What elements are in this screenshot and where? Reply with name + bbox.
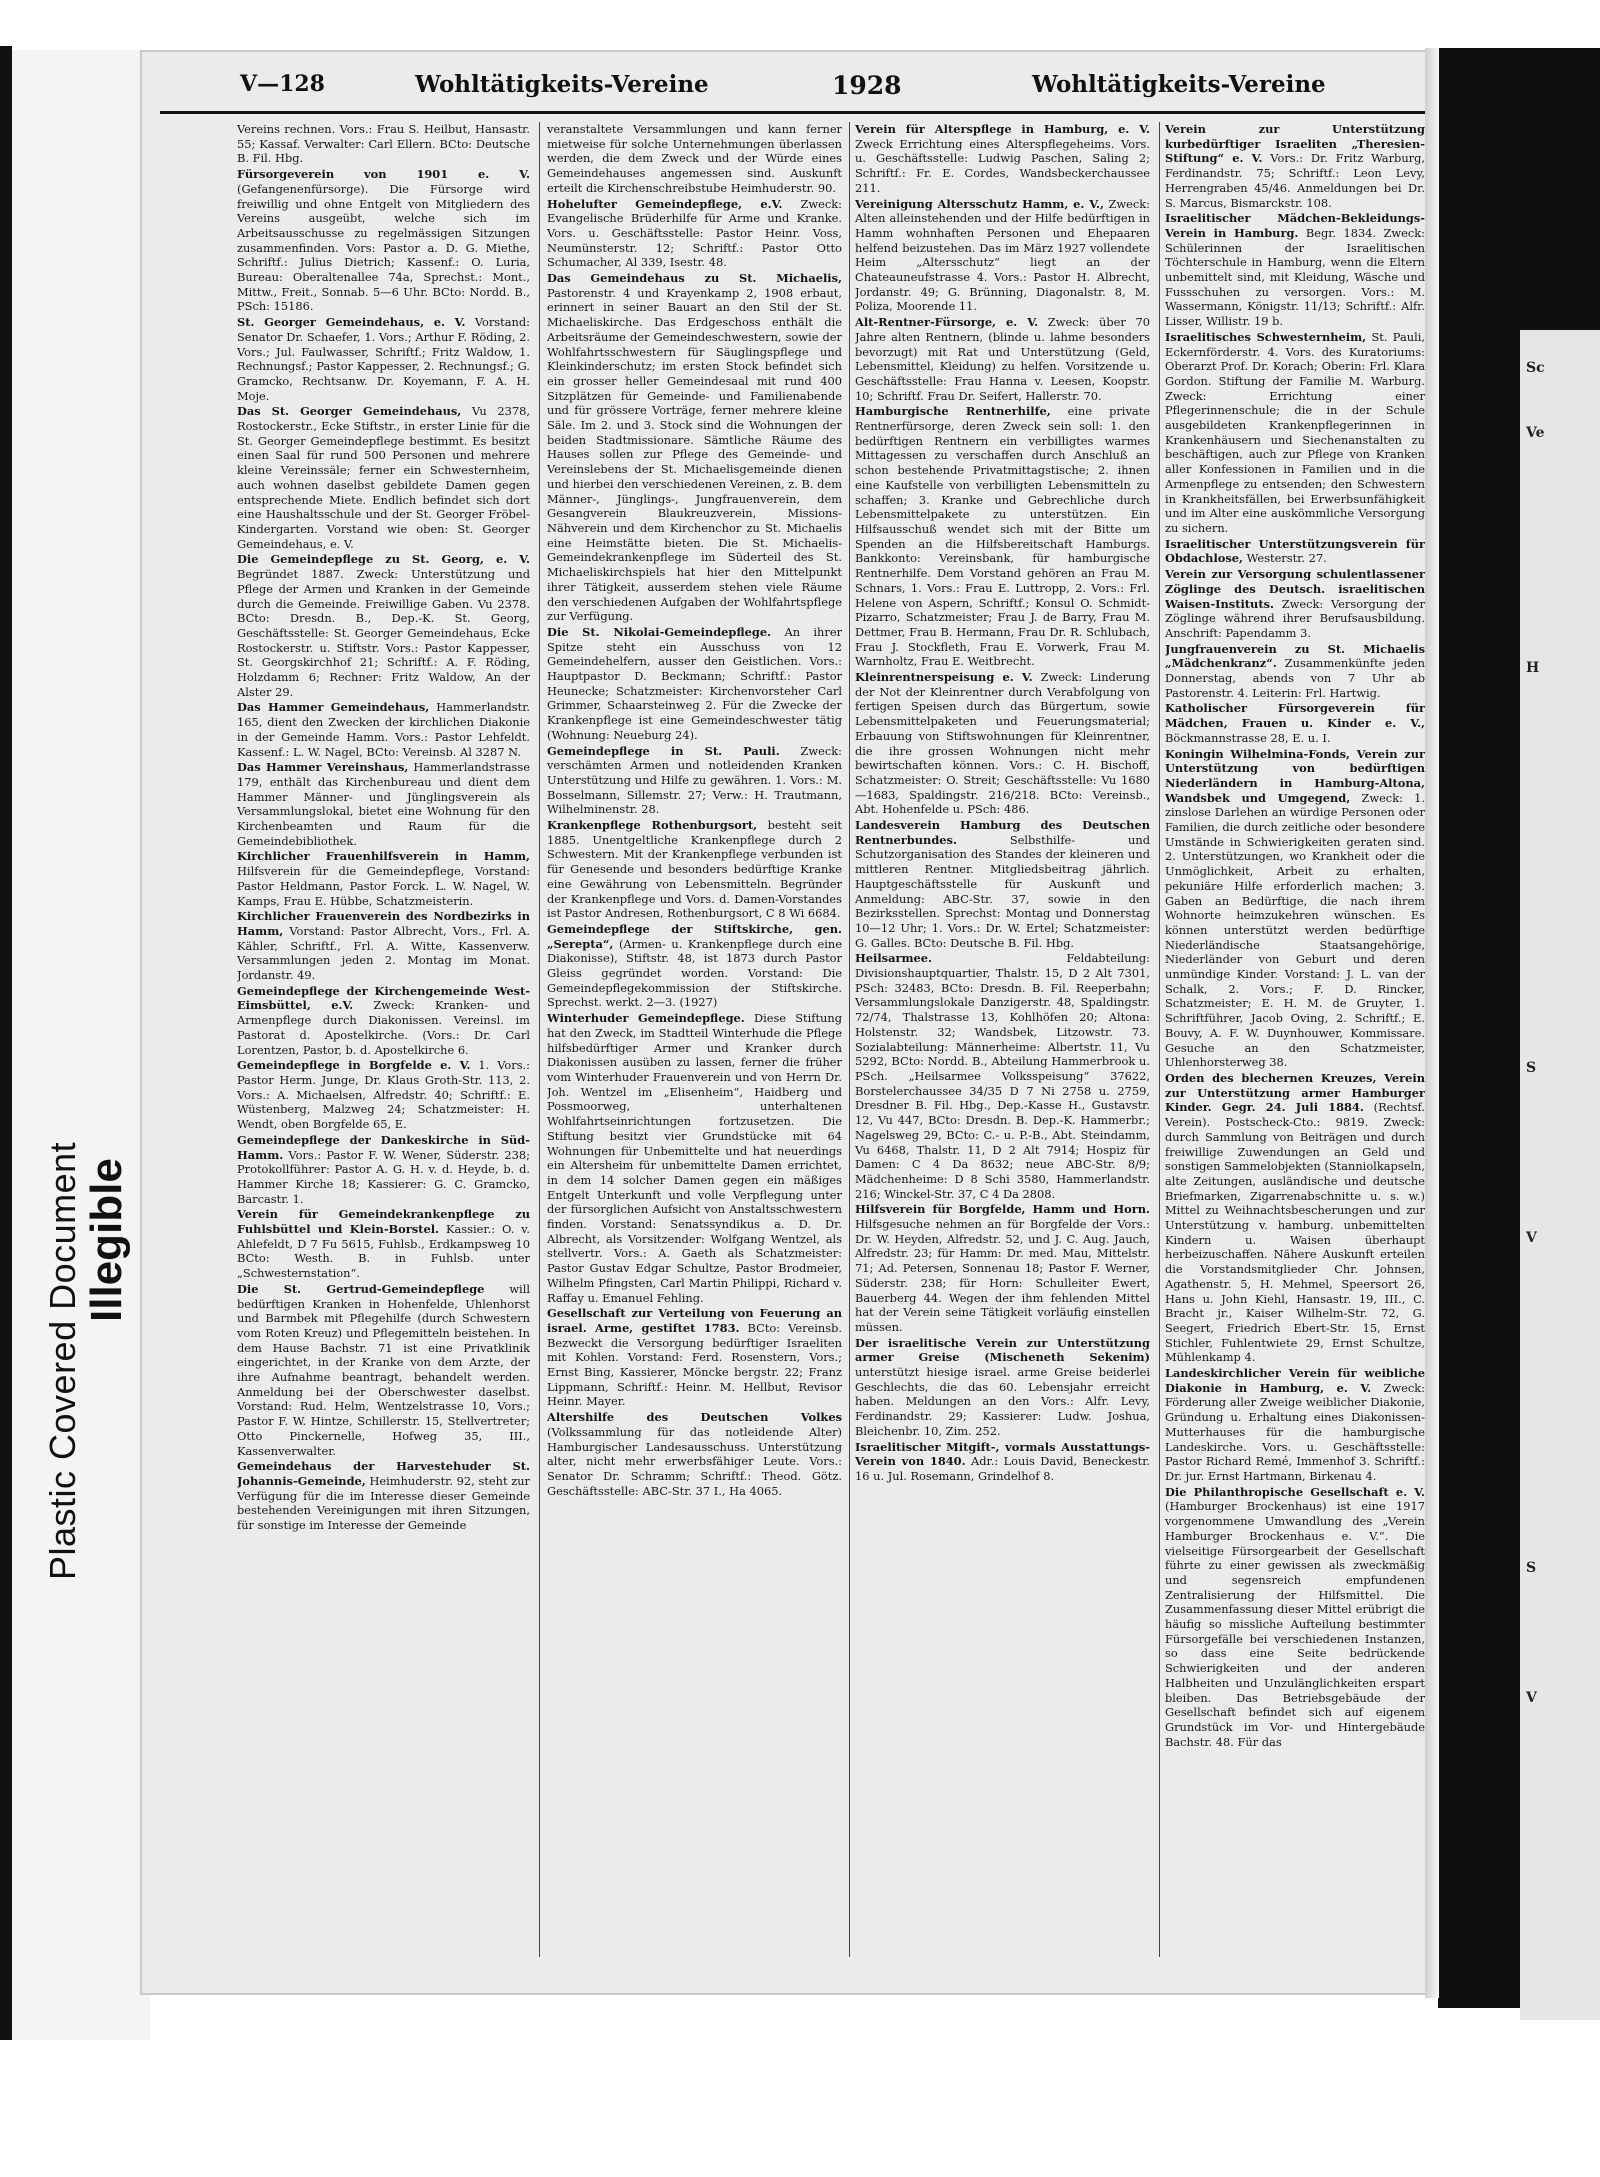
entry-text: Hilfsgesuche nehmen an für Borgfelde der Vors.: Dr. W. Heyden, Alfredstr. 52, und J. C. Aug. Jauch, Alfredstr. 23; für Hamm: Dr. med. Mau, Mittelstr. 71; Ad. Petersen, Sonnenau 18; Pastor F. Werner, Süderstr. 238; für Horn: Schulleiter Ewert, Bauerberg 44. Wegen der ihm fehlenden Mittel hat der Verein seine Tätigkeit vorläufig einstellen müssen. [855, 1217, 1150, 1334]
entry-text: Böckmannstrasse 28, E. u. I. [1165, 730, 1331, 745]
entry-heading: Gemeindepflege in St. Pauli. [547, 743, 780, 758]
directory-entry [237, 1459, 530, 1533]
directory-entry [547, 197, 842, 271]
entry-text: Hammerlandstrasse 179, enthält das Kirchenbureau und dient dem Hammer Männer- und Jünglingsverein als Versammlungslokal, bietet eine Wohnung für den Kirchenbeamten und Raum für die Gemeindebibliothek. [237, 760, 530, 848]
entry-text: Vereins rechnen. Vors.: Frau S. Heilbut, Hansastr. 55; Kassaf. Verwalter: Carl Ellern. BCto: Deutsche B. Fil. Hbg. [237, 122, 530, 166]
entry-text: Begründet 1887. Zweck: Unterstützung und Pflege der Armen und Kranken in der Gemeinde durch die Gemeinde. Freiwillige Gaben. Vu 2378. BCto: Dresdn. B., Dep.-K. St. Georg, Geschäftsstelle: St. Georger Gemeindehaus, Ecke Rostockerstr. u. Stiftstr. Vors.: Pastor Kappesser, St. Georgskirchhof 21; Schriftf.: A. F. Röding, Holzdamm 6; Rechner: Fritz Waldow, An der Alster 29. [237, 567, 530, 699]
entry-heading: Das St. Georger Gemeindehaus, [237, 404, 462, 419]
entry-text: Westerstr. 27. [1246, 551, 1327, 566]
directory-entry [1165, 701, 1425, 745]
entry-heading: Verein zur Versorgung schulentlassener Zöglinge des Deutsch. israelitischen Waisen-Instituts. [1165, 567, 1425, 611]
column-rule [1159, 122, 1160, 1957]
entry-text: Vors.: Dr. Fritz Warburg, Ferdinandstr. 75; Schriftf.: Leon Levy, Herrengraben 45/46. Anmeldungen bei Dr. S. Marcus, Bismarckstr. 108. [1165, 151, 1425, 210]
directory-entry [237, 909, 530, 983]
directory-entry [1165, 1485, 1425, 1750]
entry-heading: Heilsarmee. [855, 951, 932, 966]
entry-heading: Der israelitische Verein zur Unterstützung armer Greise (Mischeneth Sekenim) [855, 1335, 1150, 1365]
entry-heading: Israelitischer Mädchen-Bekleidungs-Verein in Hamburg. [1165, 211, 1425, 240]
entry-heading: Kleinrentnerspeisung e. V. [855, 670, 1033, 685]
entry-text: Adr.: Louis David, Beneckestr. 16 u. Jul. Rosemann, Grindelhof 8. [855, 1454, 1150, 1483]
entry-heading: Israelitischer Unterstützungsverein für Obdachlose, [1165, 536, 1425, 566]
column-4 [1165, 122, 1425, 1962]
entry-text: Zweck: über 70 Jahre alten Rentnern, (blinde u. lahme besonders bevorzugt) mit Rat und Unterstützung (Geld, Lebensmittel, Kleidung) zu helfen. Vorsitzende u. Geschäftsstelle: Frau Hanna v. Leesen, Koopstr. 10; Schriftf. Frau Dr. Seifert, Hallerstr. 70. [855, 315, 1150, 403]
entry-heading: Winterhuder Gemeindepflege. [547, 1011, 745, 1026]
entry-text: eine private Rentnerfürsorge, deren Zweck sein soll: 1. den bedürftigen Rentnern ein verbilligtes warmes Mittagessen zu verschaffen durch Anschluß an schon bestehende Privatmittagstische; 2. ihnen eine Kaufstelle von verbilligten Lebensmitteln zu schaffen; 3. Kranke und Gebrechliche durch Lebensmittelpakete zu unterstützen. Ein Hilfsausschuß wendet sich mit der Bitte um Spenden an die Hilfsbereitschaft Hamburgs. Bankkonto: Vereinsbank, für hamburgische Rentnerhilfe. Dem Vorstand gehören an Frau M. Schnars, 1. Vors.: Frau E. Luttropp, 2. Vors.: Frl. Helene von Aspern, Schriftf.; Konsul O. Schmidt-Pizarro, Schatzmeister; Frau J. de Barry, Frau M. Dettmer, Frau B. Hermann, Frau Dr. R. Schlubach, Frau J. Stockfleth, Frau E. Vorwerk, Frau M. Warnholtz, Frau E. Weitbrecht. [855, 404, 1150, 669]
entry-text: unterstützt hiesige israel. arme Greise beiderlei Geschlechts, die das 60. Lebensjahr erreicht haben. Meldungen an den Vors.: Alfr. Levy, Ferdinandstr. 29; Kassierer: Ludw. Joshua, Bleichenbr. 10, Zim. 252. [855, 1365, 1150, 1438]
directory-entry [237, 552, 530, 699]
running-title-left: Wohltätigkeits-Vereine [415, 71, 709, 98]
column-rule [849, 122, 850, 1957]
column-rule [539, 122, 540, 1957]
entry-heading: Gemeindehaus der Harvestehuder St. Johannis-Gemeinde, [237, 1459, 530, 1488]
entry-text: Zusammenkünfte jeden Donnerstag, abends von 7 Uhr ab Pastorenstr. 4. Leiterin: Frl. Hartwig. [1165, 656, 1425, 700]
directory-entry [237, 1058, 530, 1132]
directory-entry [547, 625, 842, 743]
directory-entry [237, 700, 530, 759]
entry-text: Feldabteilung: Divisionshauptquartier, Thalstr. 15, D 2 Alt 7301, PSch: 32483, BCto: Dresdn. B. Fil. Reeperbahn; Versammlungslokale Danzigerstr. 48, Spaldingstr. 72/74, Thalstrasse 13, Kohlhöfen 20; Altona: Holstenstr. 32; Wandsbek, Litzowstr. 73. Sozialabteilung: Männerheime: Albertstr. 11, Vu 5292, BCto: Nordd. B., Abteilung Hammerbrook u. PSch. „Heilsarmee Volksspeisung“ 37622, Borstelerchaussee 34/35 D 7 Ni 2758 u. 2759, Dresdner B. Fil. Hbg., Dep.-Kasse H., Gustavstr. 12, Vu 447, BCto: Dresdn. B. Dep.-K. Hammerbr.; Nagelsweg 29, BCto: C.- u. P.-B., Abt. Steindamm, Vu 6468, Thalstr. 11, D 2 Alt 7914; Hospiz für Damen: C 4 Da 8632; neue ABC-Str. 8/9; Mädchenheime: D 8 Schi 3580, Hammerlandstr. 216; Winckel-Str. 37, C 4 Da 2808. [855, 951, 1150, 1201]
directory-entry [547, 1011, 842, 1305]
entry-heading: Kirchlicher Frauenverein des Nordbezirks in Hamm, [237, 909, 530, 938]
entry-heading: Verein zur Unterstützung kurbedürftiger Israeliten „Theresien-Stiftung“ e. V. [1165, 122, 1425, 166]
entry-text: Vors.: Pastor F. W. Wener, Süderstr. 238; Protokollführer: Pastor A. G. H. v. d. Heyde, b. d. Hammer Kirche 18; Kassierer: G. C. Gramcko, Barcastr. 1. [237, 1147, 530, 1206]
entry-text: Kassier.: O. v. Ahlefeldt, D 7 Fu 5615, Fuhlsb., Erdkampsweg 10 BCto: Westh. B. in Fuhlsb. unter „Schwesternstation“. [237, 1222, 530, 1281]
entry-heading: Katholischer Fürsorgeverein für Mädchen, Frauen u. Kinder e. V., [1165, 701, 1425, 731]
adjacent-page-text: S [1526, 1560, 1537, 1576]
directory-entry [237, 1133, 530, 1207]
directory-entry [237, 404, 530, 551]
directory-entry [237, 849, 530, 908]
entry-heading: Kirchlicher Frauenhilfsverein in Hamm, [237, 849, 530, 864]
entry-text: Vorstand: Pastor Albrecht, Vors., Frl. A. Kähler, Schriftf., Frl. A. Witte, Kassenverw. Versammlungen jeden 2. Montag im Monat. Jordanstr. 49. [237, 923, 530, 983]
directory-entry [237, 167, 530, 314]
entry-text: Zweck: Kranken- und Armenpflege durch Diakonissen. Vereinsl. im Pastorat d. Apostelkirche. (Vors.: Dr. Carl Lorentzen, Pastor, b. d. Apostelkirche 6. [237, 998, 530, 1057]
directory-entry [1165, 1071, 1425, 1365]
entry-text: Zweck: 1. zinslose Darlehen an würdige Personen oder Familien, die durch zeitliche oder besondere Umstände in Schwierigkeiten geraten sind. 2. Unterstützungen, wo Krankheit oder die Unmöglichkeit, Arbeit zu erhalten, pekuniäre Hilfe erforderlich machen; 3. Gaben an Bedürftige, die nach ihrem Wohnorte heimzukehren wünschen. Es können unterstützt werden bedürftige Niederländische Staatsangehörige, Niederländer von Geburt und deren unmündige Kinder. Vorstand: J. L. van der Schalk, 2. Vors.; F. D. Rincker, Schatzmeister; E. H. M. de Gruyter, 1. Schriftführer, Jacob Oving, 2. Schriftf.; E. Bouvy, A. F. W. Duynhouwer, Kommissare. Gesuche an den Schatzmeister, Uhlenhorsterweg 38. [1165, 790, 1425, 1070]
directory-entry [855, 818, 1150, 950]
entry-text: besteht seit 1885. Unentgeltliche Krankenpflege durch 2 Schwestern. Mit der Krankenpflege verbunden ist für Genesende und besonders bedürftige Kranke eine Gewährung von Lebensmitteln. Begründer der Krankenpflege und Vors. d. Damen-Vorstandes ist Pastor Andresen, Rothenburgsort, C 8 Wi 6684. [547, 818, 842, 921]
entry-heading: Die Gemeindepflege zu St. Georg, e. V. [237, 552, 530, 567]
overlay-label-line1: Plastic Covered Document [42, 1141, 83, 1580]
entry-heading: Hohelufter Gemeindepflege, e.V. [547, 196, 783, 211]
entry-heading: Verein für Alterspflege in Hamburg, e. V. [855, 122, 1150, 136]
entry-text: veranstaltete Versammlungen und kann ferner mietweise für solche Unternehmungen überlassen werden, die dem Zweck und der Würde eines Gemeindehauses angemessen sind. Auskunft erteilt die Kirchenschreibstube Heimhuderstr. 90. [547, 122, 842, 195]
directory-entry [855, 1202, 1150, 1334]
entry-text: Zweck: Linderung der Not der Kleinrentner durch Verabfolgung von fertigen Speisen durch das Bürgertum, sowie Lebensmittelpaketen und Feuerungsmaterial; Erbauung von Stiftswohnungen für Kleinrentner, die ihre grossen Wohnungen nicht mehr bewirtschaften können. Vors.: C. H. Bischoff, Schatzmeister: O. Streit; Geschäftsstelle: Vu 1680—1683, Spaldingstr. 216/218. BCto: Vereinsb., Abt. Hohenfelde u. PSch: 486. [855, 670, 1150, 817]
entry-text: Zweck: Evangelische Brüderhilfe für Arme und Kranke. Vors. u. Geschäftsstelle: Pastor Heinr. Voss, Neumünsterstr. 12; Schriftf.: Pastor Otto Schumacher, Al 339, Isestr. 48. [547, 196, 842, 270]
directory-entry [1165, 747, 1425, 1070]
entry-text: An ihrer Spitze steht ein Ausschuss von 12 Gemeindehelfern, ausser den Geistlichen. Vors.: Hauptpastor D. Beckmann; Schriftf.: Pastor Heunecke; Schatzmeister: Kirchenvorsteher Carl Grimmer, Schaarsteinweg 2. Für die Zwecke der Krankenpflege ist eine Gemeindeschwester tätig (Wohnung: Neueburg 24). [547, 624, 842, 742]
adjacent-page-text: Ve [1526, 425, 1545, 441]
entry-text: will bedürftigen Kranken in Hohenfelde, Uhlenhorst und Barmbek mit Pflegehilfe (durch Schwestern vom Roten Kreuz) und Pflegemitteln beistehen. In dem Hause Bachstr. 71 ist eine Privatklinik eingerichtet, in der Kranke von dem Arzte, der ihre Aufnahme beantragt, behandelt werden. Anmeldung bei der Oberschwester daselbst. Vorstand: Rud. Helm, Wentzelstrasse 10, Vors.; Pastor F. W. Hintze, Schillerstr. 15, Stellvertreter; Otto Pinckernelle, Hofweg 35, III., Kassenverwalter. [237, 1281, 530, 1458]
directory-entry [855, 951, 1150, 1201]
adjacent-page-text: H [1526, 660, 1540, 676]
entry-heading: Das Gemeindehaus zu St. Michaelis, [547, 271, 842, 286]
directory-entry [237, 760, 530, 848]
entry-heading: Gemeindepflege der Dankeskirche in Süd-Hamm. [237, 1132, 530, 1162]
directory-entry [547, 1410, 842, 1498]
entry-text: (Volkssammlung für das notleidende Alter) Hamburgischer Landesausschuss. Unterstützung alter, nicht mehr erwerbsfähiger Leute. Vors.: Senator Dr. Schramm; Schriftf.: Theod. Götz. Geschäftsstelle: ABC-Str. 37 I., Ha 4065. [547, 1424, 842, 1498]
entry-heading: Gemeindepflege der Stiftskirche, gen. „Serepta“, [547, 921, 842, 951]
entry-text: Diese Stiftung hat den Zweck, im Stadtteil Winterhude die Pflege hilfsbedürftiger Armer und Kranker durch Diakonissen ausüben zu lassen, ferner die früher vom Winterhuder Frauenverein und von Herrn Dr. Joh. Wentzel im „Elisenheim“, Haidberg und Possmoorweg, unterhaltenen Wohlfahrtseinrichtungen fortzusetzen. Die Stiftung besitzt vier Grundstücke mit 64 Wohnungen für Unbemittelte und hat neuerdings ein Altersheim für unbemittelte Damen errichtet, in dem 14 solcher Damen gegen ein mäßiges Entgelt Unterkunft und volle Verpflegung unter der fürsorglichen Aufsicht von Anstaltsschwestern finden. Vorstand: Senatssyndikus a. D. Dr. Albrecht, als Vorsitzender: Wolfgang Wentzel, als stellvertr. Vors.: A. Gaeth als Schatzmeister: Pastor Gustav Edgar Schultze, Pastor Brodmeier, Wilhelm Pfingsten, Carl Martin Philippi, Richard v. Raffay u. Emanuel Fehling. [547, 1011, 842, 1305]
entry-heading: Landeskirchlicher Verein für weibliche Diakonie in Hamburg, e. V. [1165, 1366, 1425, 1395]
directory-entry [237, 984, 530, 1058]
bottom-margin [0, 2040, 1600, 2177]
directory-entry [855, 197, 1150, 315]
directory-entry [1165, 1366, 1425, 1484]
adjacent-page-text: V [1526, 1230, 1537, 1246]
entry-heading: Alt-Rentner-Fürsorge, e. V. [855, 315, 1039, 330]
directory-entry [855, 315, 1150, 403]
entry-text: Zweck: Alten alleinstehenden und der Hilfe bedürftigen in Hamm wohnhaften Personen und Ehepaaren helfend beizustehen. Das im März 1927 vollendete Heim „Altersschutz“ liegt an der Chateauneufstrasse 4. Vors.: Pastor H. Albrecht, Jordanstr. 49; G. Brünning, Diagonalstr. 8, M. Poliza, Moorende 11. [855, 196, 1150, 314]
entry-text: (Rechtsf. Verein). Postscheck-Cto.: 9819. Zweck: durch Sammlung von Beiträgen und durch freiwillige Zuwendungen an Geld und sonstigen Sammelobjekten (Stanniolkapseln, alte Zeitungen, ausländische und deutsche Briefmarken, Zigarrenabschnitte u. s. w.) Mittel zu Weihnachtsbescherungen und zur Unterstützung v. hamburg. unbemittelten Kindern u. Waisen überhaupt herbeizuschaffen. Nähere Auskunft erteilen die Vorstandsmitglieder Chr. Johnsen, Agathenstr. 5, H. Mehmel, Speersort 26, Hans u. John Kiehl, Hansastr. 19, III., C. Bracht jr., Kaiser Wilhelm-Str. 72, G. Seegert, Friedrich Ebert-Str. 15, Ernst Stichler, Fuhlentwiete 29, Ernst Schultze, Mühlenkamp 4. [1165, 1100, 1425, 1365]
column-3 [855, 122, 1150, 1962]
entry-text: Zweck: Förderung aller Zweige weiblicher Diakonie, Gründung u. Erhaltung eines Diakonissen-Mutterhauses für die hamburgische Landeskirche. Vors. u. Geschäftsstelle: Pastor Richard Remé, Immenhof 3. Schriftf.: Dr. jur. Ernst Hartmann, Birkenau 4. [1165, 1380, 1425, 1483]
page-year: 1928 [832, 71, 902, 100]
entry-heading: Verein für Gemeindekrankenpflege zu Fuhlsbüttel und Klein-Borstel. [237, 1207, 530, 1237]
entry-heading: Jungfrauenverein zu St. Michaelis „Mädchenkranz“. [1165, 641, 1425, 671]
entry-heading: St. Georger Gemeindehaus, e. V. [237, 315, 466, 330]
directory-entry [855, 122, 1150, 196]
entry-heading: Landesverein Hamburg des Deutschen Rentnerbundes. [855, 818, 1150, 847]
entry-heading: Das Hammer Vereinshaus, [237, 760, 409, 775]
directory-entry [1165, 642, 1425, 701]
directory-entry [547, 818, 842, 921]
entry-heading: Gesellschaft zur Verteilung von Feuerung an israel. Arme, gestiftet 1783. [547, 1306, 842, 1335]
entry-text: Hammerlandstr. 165, dient den Zwecken der kirchlichen Diakonie in der Gemeinde Hamm. Vors.: Pastor Lehfeldt. Kassenf.: L. W. Nagel, BCto: Vereinsb. Al 3287 N. [237, 700, 530, 759]
page-gutter-shadow [1425, 48, 1439, 1998]
entry-text: Pastorenstr. 4 und Krayenkamp 2, 1908 erbaut, erinnert in seiner Bauart an den Stil der St. Michaeliskirche. Das Erdgeschoss enthält die Arbeitsräume der Gemeindeschwestern, sowie der Wohlfahrtsschwestern für Säuglingspflege und Kleinkinderschutz; im ersten Stock befindet sich ein grosser heller Gemeindesaal mit rund 400 Sitzplätzen für Gemeinde- und Familienabende und für grössere Vorträge, ferner mehrere kleine Säle. Im 2. und 3. Stock sind die Wohnungen der beiden Stadtmissionare. Sämtliche Räume des Hauses sollen zur Pflege des Gemeinde- und Vereinslebens der St. Michaelisgemeinde dienen und hierbei den verschiedenen Vereinen, z. B. dem Männer-, Jünglings-, Jungfrauenverein, dem Gesangverein Blaukreuzverein, Missions-Nähverein und dem Kirchenchor zu St. Michaelis eine Heimstätte bieten. Die St. Michaelis-Gemeindekrankenpflege im Süderteil des St. Michaeliskirchspiels hat hier den Mittelpunkt ihrer Tätigkeit, ausserdem stehen viele Räume den verschiedenen Aufgaben der Wohlfahrtspflege zur Verfügung. [547, 285, 842, 624]
entry-heading: Gemeindepflege in Borgfelde e. V. [237, 1058, 471, 1073]
entry-text: Selbsthilfe- und Schutzorganisation des Standes der kleineren und mittleren Rentner. Mitgliedsbeitrag jährlich. Hauptgeschäftsstelle für Auskunft und Anmeldung: ABC-Str. 37, sowie in den Bezirksstellen. Sprechst: Montag und Donnerstag 10—12 Uhr; 1. Vors.: Dr. W. Ertel; Schatzmeister: G. Galles. BCto: Deutsche B. Fil. Hbg. [855, 832, 1150, 950]
entry-heading: Fürsorgeverein von 1901 e. V. [237, 167, 530, 182]
entry-text: 1. Vors.: Pastor Herm. Junge, Dr. Klaus Groth-Str. 113, 2. Vors.: A. Michaelsen, Alfredstr. 40; Schriftf.: E. Wüstenberg, Malzweg 24; Schatzmeister: H. Wendt, oben Borgfelde 65, E. [237, 1058, 530, 1132]
entry-heading: Das Hammer Gemeindehaus, [237, 700, 430, 715]
directory-entry [547, 922, 842, 1010]
page-header [160, 65, 1425, 114]
entry-text: Begr. 1834. Zweck: Schülerinnen der Israelitischen Töchterschule in Hamburg, wenn die Eltern unbemittelt sind, mit Kleidung, Wäsche und Fussschuhen zu versorgen. Vors.: M. Wassermann, Königstr. 11/13; Schriftf.: Alfr. Lisser, Willistr. 19 b. [1165, 225, 1425, 329]
left-margin-strip [0, 50, 150, 2050]
entry-text: Heimhuderstr. 92, steht zur Verfügung für die im Interesse dieser Gemeinde bestehenden Vereinigungen mit ihren Sitzungen, für sonstige im Interesse der Gemeinde [237, 1473, 530, 1533]
entry-text: Hilfsverein für die Gemeindepflege, Vorstand: Pastor Heldmann, Pastor Forck. L. W. Nagel, W. Kamps, Frau E. Hübbe, Schatzmeisterin. [237, 864, 530, 908]
directory-entry [1165, 122, 1425, 210]
directory-entry [547, 1306, 842, 1409]
directory-entry [547, 271, 842, 624]
entry-heading: Die St. Nikolai-Gemeindepflege. [547, 624, 772, 639]
adjacent-page-text: V [1526, 1690, 1537, 1706]
entry-heading: Israelitisches Schwesternheim, [1165, 329, 1367, 344]
directory-entry [1165, 330, 1425, 536]
adjacent-page-text: S [1526, 1060, 1537, 1076]
entry-text: Vorstand: Senator Dr. Schaefer, 1. Vors.; Arthur F. Röding, 2. Vors.; Jul. Faulwasser, Schriftf.; Fritz Waldow, 1. Rechnungsf.; Pastor Kappesser, 2. Rechnungsf.; G. Gramcko, Rechtsanw. Dr. Koyemann, F. A. H. Moje. [237, 315, 530, 403]
text-columns [165, 122, 1425, 1982]
entry-heading: Gemeindepflege der Kirchengemeinde West-Eimsbüttel, e.V. [237, 983, 530, 1013]
directory-entry [237, 1282, 530, 1458]
column-2 [547, 122, 842, 1962]
left-page-edge [0, 46, 12, 2051]
adjacent-page-text: Sc [1526, 360, 1545, 376]
directory-entry [547, 744, 842, 818]
overlay-label-line2: Illegible [82, 1158, 131, 1322]
directory-entry [547, 122, 842, 196]
entry-text: Zweck Errichtung eines Alterspflegeheims. Vors. u. Geschäftsstelle: Ludwig Paschen, Saling 2; Schriftf.: Fr. E. Cordes, Wandsbeckerchaussee 211. [855, 136, 1150, 195]
entry-heading: Vereinigung Altersschutz Hamm, e. V., [855, 196, 1104, 211]
directory-entry [237, 122, 530, 166]
running-title-right: Wohltätigkeits-Vereine [1032, 71, 1326, 98]
directory-entry [1165, 211, 1425, 329]
entry-text: Vu 2378, Rostockerstr., Ecke Stiftstr., in erster Linie für die St. Georger Gemeindepflege bestimmt. Es besitzt einen Saal für rund 500 Personen und mehrere kleine Vereinssäle; ferner ein Schwesternheim, auch wohnen daselbst gebildete Damen gegen entsprechende Miete. Endlich befindet sich dort eine Haushaltsschule und der St. Georger Fröbel-Kindergarten. Vorstand wie oben: St. Georger Gemeindehaus, e. V. [237, 404, 530, 551]
entry-text: (Gefangenenfürsorge). Die Fürsorge wird freiwillig und ohne Entgelt von Mitgliedern des Vereins ausgeübt, welche sich im Arbeitsausschusse zu regelmässigen Sitzungen zusammenfinden. Vors: Pastor a. D. G. Miethe, Schriftf.: Julius Dietrich; Kassenf.: O. Luria, Bureau: Oberaltenallee 74a, Sprechst.: Mont., Mittw., Freit., Sonnab. 5—6 Uhr. BCto: Nordd. B., PSch: 15186. [237, 181, 530, 314]
entry-text: (Hamburger Brockenhaus) ist eine 1917 vorgenommene Umwandlung des „Verein Hamburger Brockenhaus e. V.“. Die vielseitige Fürsorgearbeit der Gesellschaft führte zu einer gewissen als zweckmäßig und segensreich empfundenen Zentralisierung der Hilfsmittel. Die Zusammenfassung dieser Mittel erübrigt die häufig so missliche Aufteilung bestimmter Fürsorgefälle bei verschiedenen Instanzen, so dass eine Seite bedrückende Schwierigkeiten und der anderen Halbheiten und Unzulänglichkeiten erspart bleiben. Das Betriebsgebäude der Gesellschaft befindet sich auf eigenem Grundstück im Vor- und Hintergebäude Bachstr. 48. Für das [1165, 1499, 1425, 1749]
entry-heading: Hilfsverein für Borgfelde, Hamm und Horn. [855, 1202, 1150, 1217]
entry-heading: Orden des blechernen Kreuzes, Verein zur Unterstützung armer Hamburger Kinder. Gegr. 24. Juli 1884. [1165, 1071, 1425, 1115]
entry-heading: Die Philanthropische Gesellschaft e. V. [1165, 1484, 1425, 1499]
entry-heading: Koningin Wilhelmina-Fonds, Verein zur Unterstützung von bedürftigen Niederländern in Hamburg-Altona, Wandsbek und Umgegend, [1165, 746, 1425, 805]
entry-text: St. Pauli, Eckernförderstr. 4. Vors. des Kuratoriums: Oberarzt Prof. Dr. Korach; Oberin: Frl. Klara Gordon. Stiftung der Familie M. Warburg. Zweck: Errichtung einer Pflegerinnenschule; die in der Schule ausgebildeten Krankenpflegerinnen in Krankenhäusern und Siechenanstalten zu beschäftigen, auch zur Pflege von Kranken aller Konfessionen in Familien und in die Armenpflege zu entsenden; den Schwestern in Krankheitsfällen, bei Erwerbsunfähigkeit und im Alter eine auskömmliche Versorgung zu sichern. [1165, 329, 1425, 535]
entry-text: Zweck: verschämten Armen und notleidenden Kranken Unterstützung und Hilfe zu gewähren. 1. Vors.: M. Bosselmann, Sillemstr. 27; Verw.: H. Trautmann, Wilhelminenstr. 28. [547, 743, 842, 817]
entry-heading: Krankenpflege Rothenburgsort, [547, 818, 758, 833]
directory-entry [855, 1336, 1150, 1439]
page-number: V—128 [240, 71, 325, 97]
entry-text: (Armen- u. Krankenpflege durch eine Diakonisse), Stiftstr. 48, ist 1873 durch Pastor Gleiss gegründet worden. Vorstand: Die Gemeindepflegekommission der Stiftskirche. Sprechst. werkt. 2—3. (1927) [547, 936, 842, 1010]
entry-heading: Hamburgische Rentnerhilfe, [855, 404, 1051, 419]
column-1 [237, 122, 530, 1962]
directory-entry [237, 1207, 530, 1281]
adjacent-page-fragment [1520, 330, 1600, 2020]
entry-heading: Die St. Gertrud-Gemeindepflege [237, 1281, 485, 1296]
directory-entry [855, 670, 1150, 817]
left-edge-mark [1, 1010, 6, 1036]
entry-text: Zweck: Versorgung der Zöglinge während ihrer Berufsausbildung. Anschrift: Papendamm 3. [1165, 596, 1425, 640]
directory-entry [855, 1440, 1150, 1484]
entry-text: BCto: Vereinsb. Bezweckt die Versorgung bedürftiger Israeliten mit Kohlen. Vorstand: Ferd. Rosenstern, Vors.; Ernst Bing, Kassierer, Möncke bergstr. 22; Franz Lippmann, Schriftf.: Heinr. M. Hellbut, Revisor Heinr. Mayer. [547, 1320, 842, 1409]
directory-entry [1165, 567, 1425, 641]
directory-entry [237, 315, 530, 403]
entry-heading: Israelitischer Mitgift-, vormals Ausstattungs-Verein von 1840. [855, 1439, 1150, 1469]
directory-entry [1165, 537, 1425, 566]
directory-entry [855, 404, 1150, 669]
entry-heading: Altershilfe des Deutschen Volkes [547, 1410, 842, 1425]
